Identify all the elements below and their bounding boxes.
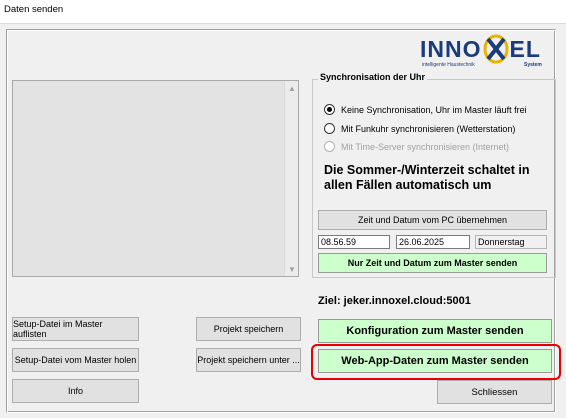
logo-tagline: intelligente Haustechnik xyxy=(422,62,475,68)
project-save-as-button[interactable]: Projekt speichern unter ... xyxy=(196,348,301,372)
take-pc-time-button[interactable]: Zeit und Datum vom PC übernehmen xyxy=(318,210,547,230)
scroll-down-icon[interactable]: ▼ xyxy=(288,264,296,274)
window-title: Daten senden xyxy=(0,0,566,24)
sync-group-label: Synchronisation der Uhr xyxy=(320,72,426,82)
logo-system: System xyxy=(524,62,542,68)
listbox-scrollbar[interactable] xyxy=(284,81,298,276)
radio-no-sync[interactable] xyxy=(324,104,527,115)
radio-radio-clock[interactable] xyxy=(324,123,515,134)
radio-unchecked-icon[interactable] xyxy=(324,123,335,134)
send-webapp-button[interactable]: Web-App-Daten zum Master senden xyxy=(318,349,552,373)
radio-time-server xyxy=(324,141,509,152)
radio-label: Mit Time-Server synchronisieren (Internet) xyxy=(341,141,510,152)
project-save-button[interactable]: Projekt speichern xyxy=(196,317,301,341)
send-time-button[interactable]: Nur Zeit und Datum zum Master senden xyxy=(318,253,547,273)
highlight-annotation xyxy=(311,344,561,380)
radio-disabled-icon xyxy=(324,141,335,152)
logo-x-mark xyxy=(483,34,509,64)
logo-text-right: EL xyxy=(509,35,541,62)
radio-label: Keine Synchronisation, Uhr im Master läuft frei xyxy=(341,104,527,115)
setup-list-button[interactable]: Setup-Datei im Master auflisten xyxy=(12,317,139,341)
dst-note: Die Sommer-/Winterzeit schaltet in allen Fällen automatisch um xyxy=(324,163,530,192)
target-address: Ziel: jeker.innoxel.cloud:5001 xyxy=(318,295,471,307)
time-input[interactable]: 08.56.59 xyxy=(318,235,390,249)
close-button[interactable]: Schliessen xyxy=(437,380,552,404)
send-config-button[interactable]: Konfiguration zum Master senden xyxy=(318,319,552,343)
info-button[interactable]: Info xyxy=(12,379,139,403)
weekday-field: Donnerstag xyxy=(475,235,547,249)
radio-checked-icon[interactable] xyxy=(324,104,335,115)
scroll-up-icon[interactable]: ▲ xyxy=(288,83,296,93)
innoxel-logo xyxy=(420,32,555,72)
radio-label: Mit Funkuhr synchronisieren (Wetterstation) xyxy=(341,123,516,134)
logo-text-left: INNO xyxy=(420,35,482,62)
log-listbox[interactable] xyxy=(12,80,299,277)
setup-get-button[interactable]: Setup-Datei vom Master holen xyxy=(12,348,139,372)
date-input[interactable]: 26.06.2025 xyxy=(396,235,470,249)
